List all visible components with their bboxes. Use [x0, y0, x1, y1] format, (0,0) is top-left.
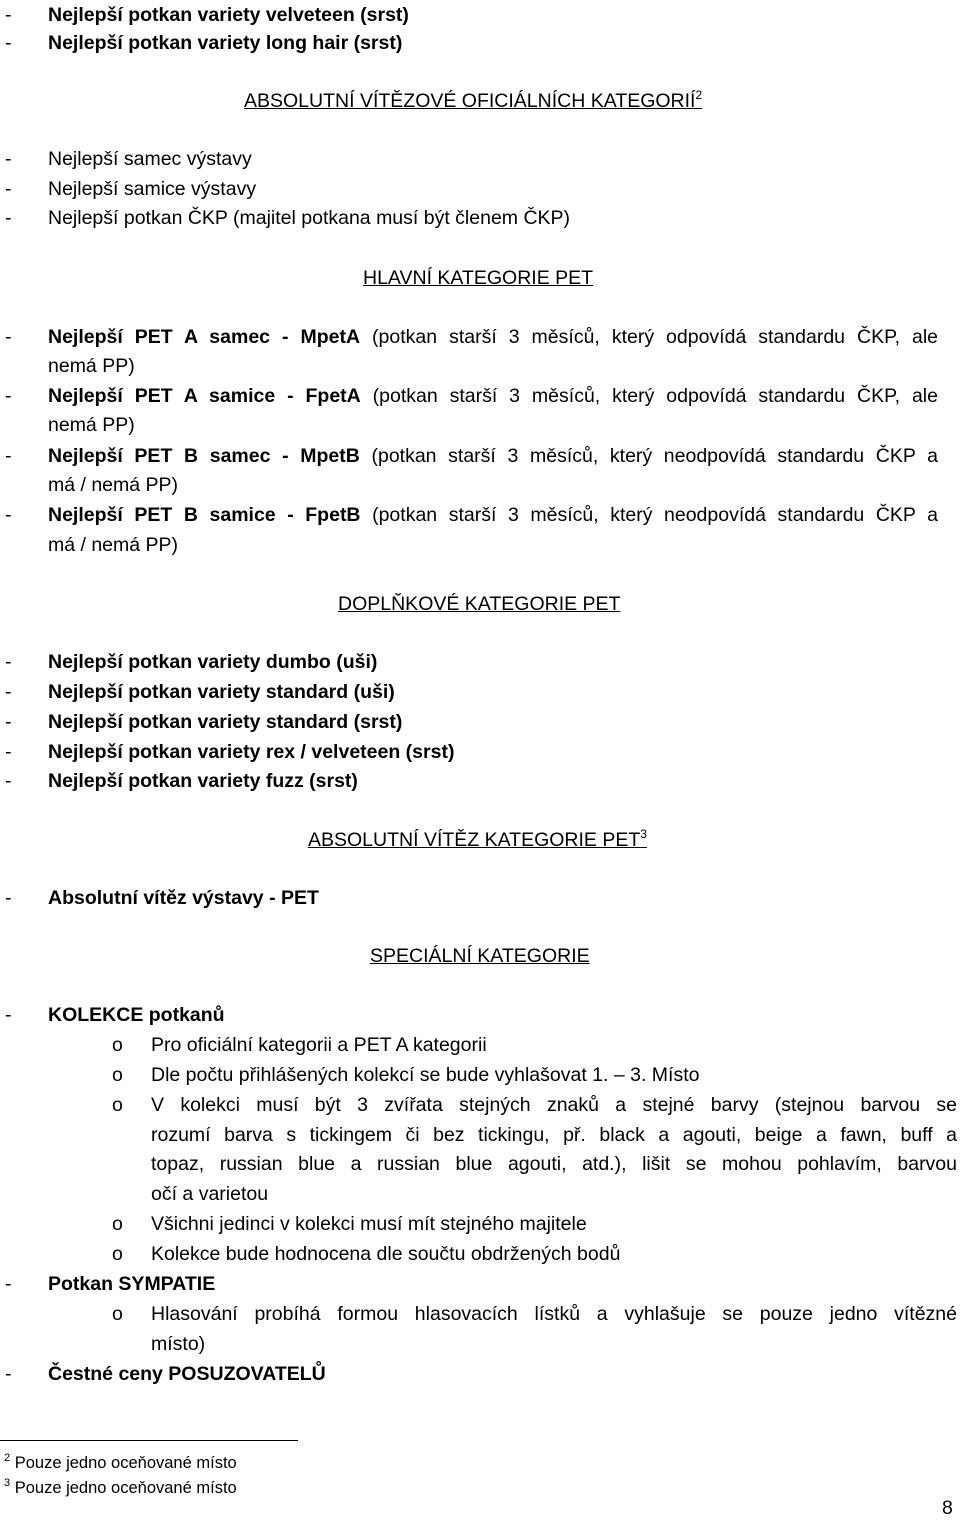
footnote-ref: 3 — [640, 827, 647, 841]
dash: - — [5, 711, 12, 733]
list-item-text: Nejlepší samice výstavy — [48, 178, 257, 200]
sub-list-text: místo) — [151, 1333, 206, 1355]
dash: - — [5, 4, 12, 26]
sub-list-item — [0, 1090, 960, 1120]
sub-list-text: Hlasování probíhá formou hlasovacích lístků a vyhlašuje se pouze jedno vítězné — [151, 1303, 957, 1325]
footnote-number: 2 — [4, 1452, 11, 1464]
category-name: Nejlepší PET A samice - FpetA — [48, 385, 361, 407]
bullet: o — [112, 1034, 123, 1056]
sub-list-text: rozumí barva s tickingem či bez tickingu, př. black a agouti, beige a fawn, buff a — [151, 1124, 957, 1146]
footnote — [4, 1476, 237, 1500]
list-item — [0, 381, 960, 411]
dash: - — [5, 148, 12, 170]
sub-list-text: Dle počtu přihlášených kolekcí se bude vyhlašovat 1. – 3. Místo — [151, 1064, 700, 1086]
list-item-text: Nejlepší potkan variety long hair (srst) — [48, 32, 403, 54]
dash: - — [5, 1363, 12, 1385]
list-item-text — [48, 500, 938, 530]
heading-text: SPECIÁLNÍ KATEGORIE — [370, 945, 590, 967]
sub-list-continuation — [0, 1149, 960, 1179]
list-item-text: Nejlepší potkan variety velveteen (srst) — [48, 4, 409, 26]
list-item-text: Nejlepší potkan variety fuzz (srst) — [48, 770, 358, 792]
bullet: o — [112, 1213, 123, 1235]
continuation-text: má / nemá PP) — [48, 534, 179, 556]
list-item-text: Nejlepší potkan variety dumbo (uši) — [48, 651, 378, 673]
heading-text: DOPLŇKOVÉ KATEGORIE PET — [338, 593, 621, 615]
list-item — [0, 322, 960, 352]
bullet: o — [112, 1094, 123, 1116]
sub-list-text: Pro oficiální kategorii a PET A kategorii — [151, 1034, 487, 1056]
list-item-text: Nejlepší potkan variety rex / velveteen (srst) — [48, 741, 455, 763]
page-number: 8 — [942, 1497, 953, 1519]
dash: - — [5, 178, 12, 200]
dash: - — [5, 741, 12, 763]
sub-list-item — [0, 1299, 960, 1329]
dash: - — [5, 326, 12, 348]
dash: - — [5, 887, 12, 909]
list-item-text: KOLEKCE potkanů — [48, 1004, 225, 1026]
category-desc: (potkan starší 3 měsíců, který odpovídá standardu ČKP, ale — [360, 326, 939, 348]
continuation-text: nemá PP) — [48, 414, 135, 436]
dash: - — [5, 681, 12, 703]
list-item-text — [48, 381, 938, 411]
dash: - — [5, 445, 12, 467]
section-heading-extra-pet — [338, 589, 620, 619]
sub-list-text: V kolekci musí být 3 zvířata stejných znaků a stejné barvy (stejnou barvou se — [151, 1094, 957, 1116]
section-heading-absolute-official — [244, 86, 702, 116]
sub-list-text: Všichni jedinci v kolekci musí mít stejného majitele — [151, 1213, 587, 1235]
sub-list-text: Kolekce bude hodnocena dle součtu obdržených bodů — [151, 1243, 621, 1265]
dash: - — [5, 207, 12, 229]
bullet: o — [112, 1303, 123, 1325]
list-item-text: Čestné ceny POSUZOVATELŮ — [48, 1363, 326, 1385]
footnote-text: Pouze jedno oceňované místo — [14, 1479, 237, 1497]
dash: - — [5, 651, 12, 673]
list-item-text — [48, 322, 938, 352]
list-item-text: Potkan SYMPATIE — [48, 1273, 216, 1295]
continuation-text: má / nemá PP) — [48, 474, 179, 496]
sub-list-text: očí a varietou — [151, 1183, 269, 1205]
list-item-text: Nejlepší potkan variety standard (srst) — [48, 711, 403, 733]
footnote-ref: 2 — [695, 88, 703, 102]
dash: - — [5, 32, 12, 54]
bullet: o — [112, 1064, 123, 1086]
category-name: Nejlepší PET B samec - MpetB — [48, 445, 360, 467]
category-name: Nejlepší PET A samec - MpetA — [48, 326, 361, 348]
bullet: o — [112, 1243, 123, 1265]
list-item — [0, 441, 960, 471]
dash: - — [5, 504, 12, 526]
section-heading-main-pet — [363, 263, 593, 293]
list-item-text — [48, 441, 938, 471]
category-desc: (potkan starší 3 měsíců, který neodpovídá standardu ČKP a — [360, 504, 938, 526]
dash: - — [5, 385, 12, 407]
footnote-separator — [0, 1440, 298, 1441]
section-heading-absolute-pet — [308, 825, 647, 855]
dash: - — [5, 770, 12, 792]
category-desc: (potkan starší 3 měsíců, který neodpovídá standardu ČKP a — [359, 445, 938, 467]
category-name: Nejlepší PET B samice - FpetB — [48, 504, 361, 526]
heading-text: ABSOLUTNÍ VÍTĚZ KATEGORIE PET — [308, 829, 641, 851]
heading-text: HLAVNÍ KATEGORIE PET — [363, 267, 594, 289]
list-item-text: Nejlepší potkan ČKP (majitel potkana musí být členem ČKP) — [48, 207, 571, 229]
list-item-text: Nejlepší potkan variety standard (uši) — [48, 681, 395, 703]
list-item-text: Absolutní vítěz výstavy - PET — [48, 887, 319, 909]
footnote-number: 3 — [4, 1477, 11, 1489]
section-heading-special — [370, 941, 590, 971]
footnote — [4, 1451, 237, 1475]
sub-list-text: topaz, russian blue a russian blue agouti, atd.), lišit se mohou pohlavím, barvou — [151, 1153, 957, 1175]
sub-list-continuation — [0, 1120, 960, 1150]
continuation-text: nemá PP) — [48, 355, 135, 377]
heading-text: ABSOLUTNÍ VÍTĚZOVÉ OFICIÁLNÍCH KATEGORIÍ — [244, 90, 696, 112]
list-item — [0, 500, 960, 530]
list-item-text: Nejlepší samec výstavy — [48, 148, 252, 170]
dash: - — [5, 1273, 12, 1295]
footnote-text: Pouze jedno oceňované místo — [14, 1454, 237, 1472]
category-desc: (potkan starší 3 měsíců, který odpovídá standardu ČKP, ale — [360, 385, 938, 407]
dash: - — [5, 1004, 12, 1026]
